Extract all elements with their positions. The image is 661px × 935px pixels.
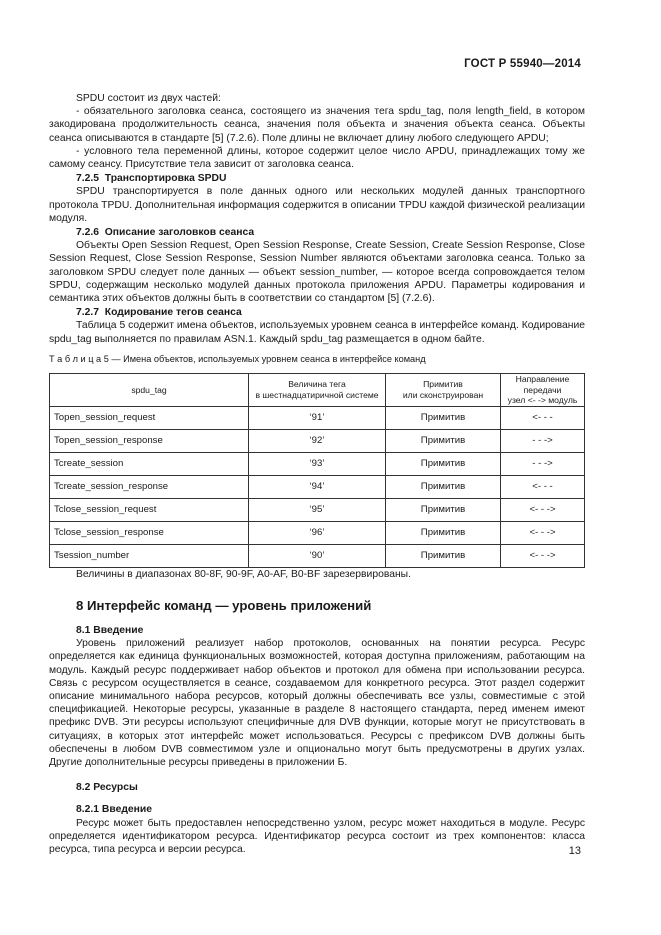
table-caption-text: 5 — Имена объектов, используемых уровнем сеанса в интерфейсе команд	[103, 353, 426, 364]
column-header-direction: Направление передачи узел <- -> модуль	[501, 374, 585, 407]
section-heading-8-2: 8.2 Ресурсы	[76, 782, 138, 794]
section-heading-8-1: 8.1 Введение	[76, 624, 144, 636]
reserved-note: Величины в диапазонах 80-8F, 90-9F, A0-AF, B0-BF зарезервированы.	[76, 568, 411, 580]
cell-tag-value: ‘90’	[249, 544, 386, 567]
cell-spdu-tag: Topen_session_response	[50, 429, 249, 452]
table-caption	[49, 353, 585, 366]
paragraph: Объекты Open Session Request, Open Session Response, Create Session, Create Session Response, Close Session Request, Close Session Response, Session Number являются объектами заголовка сеанса. Только за заголовком SPDU следует поле данных — объект session_number, — которое всегда сопровождается телом SPDU, содержащим несколько модулей данных протокола приложения APDU. Параметры кодирования и семантика этих объектов должны быть в соответствии со стандартом [5] (7.2.6).	[49, 240, 585, 305]
paragraph: Таблица 5 содержит имена объектов, используемых уровнем сеанса в интерфейсе команд. Кодирование spdu_tag выполняется по правилам ASN.1. Каждый spdu_tag размещается в одном байте.	[49, 320, 585, 345]
cell-primitive: Примитив	[386, 429, 501, 452]
section-heading-8: 8 Интерфейс команд — уровень приложений	[76, 597, 372, 613]
table-row	[50, 498, 585, 521]
section-heading-8-2-1: 8.2.1 Введение	[76, 804, 153, 816]
section-number: 7.2.6	[76, 227, 100, 239]
section-title: Описание заголовков сеанса	[104, 227, 255, 239]
cell-tag-value: ‘94’	[249, 475, 386, 498]
page-content	[49, 92, 585, 856]
cell-spdu-tag: Tcreate_session_response	[50, 475, 249, 498]
cell-primitive: Примитив	[386, 521, 501, 544]
table-row	[50, 521, 585, 544]
section-number: 7.2.5	[76, 173, 100, 185]
paragraph: - условного тела переменной длины, которое содержит целое число APDU, принадлежащих тому же самому сеансу. Присутствие тела зависит от заголовка сеанса.	[49, 145, 585, 171]
cell-spdu-tag: Tclose_session_response	[50, 521, 249, 544]
section-number: 7.2.7	[76, 307, 100, 319]
cell-spdu-tag: Tcreate_session	[50, 452, 249, 475]
cell-primitive: Примитив	[386, 452, 501, 475]
cell-direction: - - ->	[501, 429, 585, 452]
cell-primitive: Примитив	[386, 406, 501, 429]
paragraph: SPDU состоит из двух частей:	[76, 93, 221, 104]
cell-primitive: Примитив	[386, 475, 501, 498]
cell-direction: <- - ->	[501, 544, 585, 567]
section-heading-7-2-6	[49, 226, 585, 239]
cell-direction: <- - -	[501, 406, 585, 429]
section-heading-7-2-7	[49, 306, 585, 319]
paragraph: Ресурс может быть предоставлен непосредственно узлом, ресурс может находиться в модуле. Ресурс определяется идентификатором ресурса. Идентификатор ресурса состоит из трех компонентов: класса ресурса, типа ресурса и версии ресурса.	[49, 817, 585, 856]
paragraph: SPDU транспортируется в поле данных одного или нескольких модулей данных транспортного протокола TPDU. Дополнительная информация содержится в описании TPDU каждой физической реализации модуля.	[49, 186, 585, 224]
section-heading-7-2-5	[49, 172, 585, 185]
cell-tag-value: ‘91’	[249, 406, 386, 429]
section-title: Кодирование тегов сеанса	[104, 307, 242, 319]
cell-tag-value: ‘95’	[249, 498, 386, 521]
cell-spdu-tag: Tsession_number	[50, 544, 249, 567]
cell-tag-value: ‘92’	[249, 429, 386, 452]
paragraph: - обязательного заголовка сеанса, состоящего из значения тега spdu_tag, поля length_field, в котором закодирована продолжительность сеанса, значения поля объекта и значения объекта сеанса. Объекты сеанса описываются в стандарте [5] (7.2.6). Поле длины не включает длину любого следующего APDU;	[49, 106, 585, 144]
spdu-tag-table	[49, 373, 585, 568]
cell-spdu-tag: Topen_session_request	[50, 406, 249, 429]
cell-direction: <- - -	[501, 475, 585, 498]
table-row	[50, 429, 585, 452]
cell-primitive: Примитив	[386, 544, 501, 567]
cell-tag-value: ‘93’	[249, 452, 386, 475]
column-header-primitive: Примитив или сконструирован	[386, 374, 501, 407]
table-header-row	[50, 374, 585, 407]
column-header-spdu-tag: spdu_tag	[50, 374, 249, 407]
table-row	[50, 475, 585, 498]
section-title: Транспортировка SPDU	[104, 173, 227, 185]
column-header-tag-value: Величина тега в шестнадцатиричной системе	[249, 374, 386, 407]
cell-spdu-tag: Tclose_session_request	[50, 498, 249, 521]
cell-direction: - - ->	[501, 452, 585, 475]
page-number: 13	[568, 845, 581, 857]
table-caption-label: Т а б л и ц а	[49, 353, 102, 364]
table-row	[50, 452, 585, 475]
cell-direction: <- - ->	[501, 498, 585, 521]
document-header: ГОСТ Р 55940—2014	[464, 58, 581, 70]
table-row	[50, 406, 585, 429]
table-row	[50, 544, 585, 567]
cell-tag-value: ‘96’	[249, 521, 386, 544]
cell-primitive: Примитив	[386, 498, 501, 521]
cell-direction: <- - ->	[501, 521, 585, 544]
paragraph: Уровень приложений реализует набор протоколов, основанных на понятии ресурса. Ресурс определяется как единица функциональных возможностей, которая доступна приложениям, работающим на модуль. Каждый ресурс поддерживает набор объектов и протокол для обмена при использовании ресурса. Связь с ресурсом осуществляется в сеансе, создаваемом для конкретного ресурса. Этот раздел содержит описание минимального набора ресурсов, который должны обеспечивать все узлы, совместимые с этой спецификацией. Некоторые ресурсы, указанные в разделе 8 настоящего стандарта, перед именем имеют префикс DVB. Эти ресурсы используют специфичные для DVB функции, которые могут не присутствовать в ситуациях, в которых этот интерфейс может использоваться. Ресурсы с префиксом DVB должны быть обеспечены в любом DVB совместимом узле и опционально могут быть предусмотрены в других узлах. Другие дополнительные ресурсы приведены в приложении Б.	[49, 638, 585, 768]
